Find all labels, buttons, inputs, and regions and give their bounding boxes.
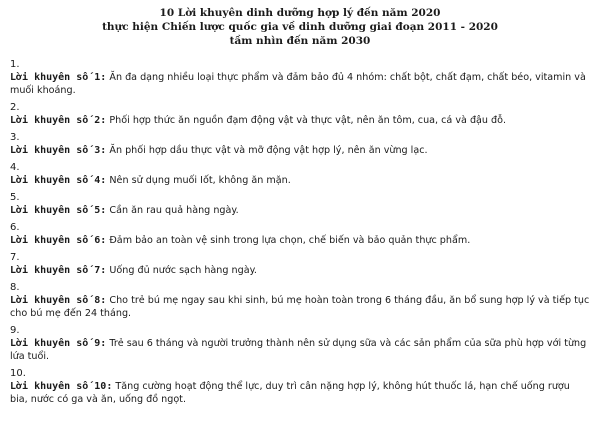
advice-item-7	[10, 251, 590, 277]
title-line-2: thực hiện Chiến lược quốc gia về dinh dưỡng giai đoạn 2011 - 2020	[102, 21, 498, 33]
advice-number: 3.	[10, 132, 20, 143]
advice-text: Đảm bảo an toàn vệ sinh trong lựa chọn, chế biến và bảo quản thực phẩm.	[106, 235, 471, 246]
advice-item-6	[10, 221, 590, 247]
advice-item-9	[10, 324, 590, 363]
advice-text: Phối hợp thức ăn nguồn đạm động vật và thực vật, nên ăn tôm, cua, cá và đậu đỗ.	[106, 115, 507, 126]
title-line-1: 10 Lời khuyên dinh dưỡng hợp lý đến năm 2020	[159, 7, 441, 19]
advice-item-8	[10, 281, 590, 320]
advice-body	[10, 114, 590, 127]
advice-text: Nên sử dụng muối Iốt, không ăn mặn.	[106, 175, 291, 186]
advice-label: Lời khuyên số 8:	[10, 295, 107, 306]
advice-text: Ăn phối hợp dầu thực vật và mỡ động vật hợp lý, nên ăn vừng lạc.	[106, 145, 428, 156]
advice-label: Lời khuyên số 1:	[10, 72, 107, 83]
advice-label: Lời khuyên số 3:	[10, 145, 107, 156]
advice-label: Lời khuyên số 6:	[10, 235, 107, 246]
advice-text: Trẻ sau 6 tháng và người trưởng thành nên sử dụng sữa và các sản phẩm của sữa phù hợp với từng lứa tuổi.	[10, 338, 587, 362]
advice-number: 6.	[10, 222, 20, 233]
advice-number: 7.	[10, 252, 20, 263]
advice-text: Tăng cường hoạt động thể lực, duy trì cân nặng hợp lý, không hút thuốc lá, hạn chế uống rượu bia, nước có ga và ăn, uống đồ ngọt.	[10, 381, 570, 405]
advice-number: 4.	[10, 162, 20, 173]
advice-text: Cho trẻ bú mẹ ngay sau khi sinh, bú mẹ hoàn toàn trong 6 tháng đầu, ăn bổ sung hợp lý và tiếp tục cho bú mẹ đến 24 tháng.	[10, 295, 590, 319]
advice-number: 1.	[10, 59, 20, 70]
document-title	[10, 6, 590, 48]
advice-body	[10, 234, 590, 247]
advice-body	[10, 380, 590, 406]
advice-item-5	[10, 191, 590, 217]
advice-text: Cần ăn rau quả hàng ngày.	[106, 205, 239, 216]
advice-item-10	[10, 367, 590, 406]
advice-label: Lời khuyên số 10:	[10, 381, 113, 392]
advice-number: 10.	[10, 368, 26, 379]
advice-number: 2.	[10, 102, 20, 113]
advice-label: Lời khuyên số 4:	[10, 175, 107, 186]
advice-body	[10, 71, 590, 97]
advice-body	[10, 174, 590, 187]
advice-item-3	[10, 131, 590, 157]
advice-body	[10, 204, 590, 217]
advice-text: Ăn đa dạng nhiều loại thực phẩm và đảm bảo đủ 4 nhóm: chất bột, chất đạm, chất béo, vitamin và muối khoáng.	[10, 72, 586, 96]
title-line-3: tầm nhìn đến năm 2030	[229, 35, 371, 47]
advice-item-1	[10, 58, 590, 97]
advice-item-2	[10, 101, 590, 127]
advice-label: Lời khuyên số 5:	[10, 205, 107, 216]
advice-body	[10, 144, 590, 157]
advice-label: Lời khuyên số 2:	[10, 115, 107, 126]
advice-number: 9.	[10, 325, 20, 336]
advice-body	[10, 264, 590, 277]
advice-text: Uống đủ nước sạch hàng ngày.	[106, 265, 257, 276]
advice-body	[10, 294, 590, 320]
advice-list	[10, 58, 590, 406]
advice-number: 8.	[10, 282, 20, 293]
advice-number: 5.	[10, 192, 20, 203]
advice-label: Lời khuyên số 7:	[10, 265, 107, 276]
advice-body	[10, 337, 590, 363]
advice-label: Lời khuyên số 9:	[10, 338, 107, 349]
advice-item-4	[10, 161, 590, 187]
